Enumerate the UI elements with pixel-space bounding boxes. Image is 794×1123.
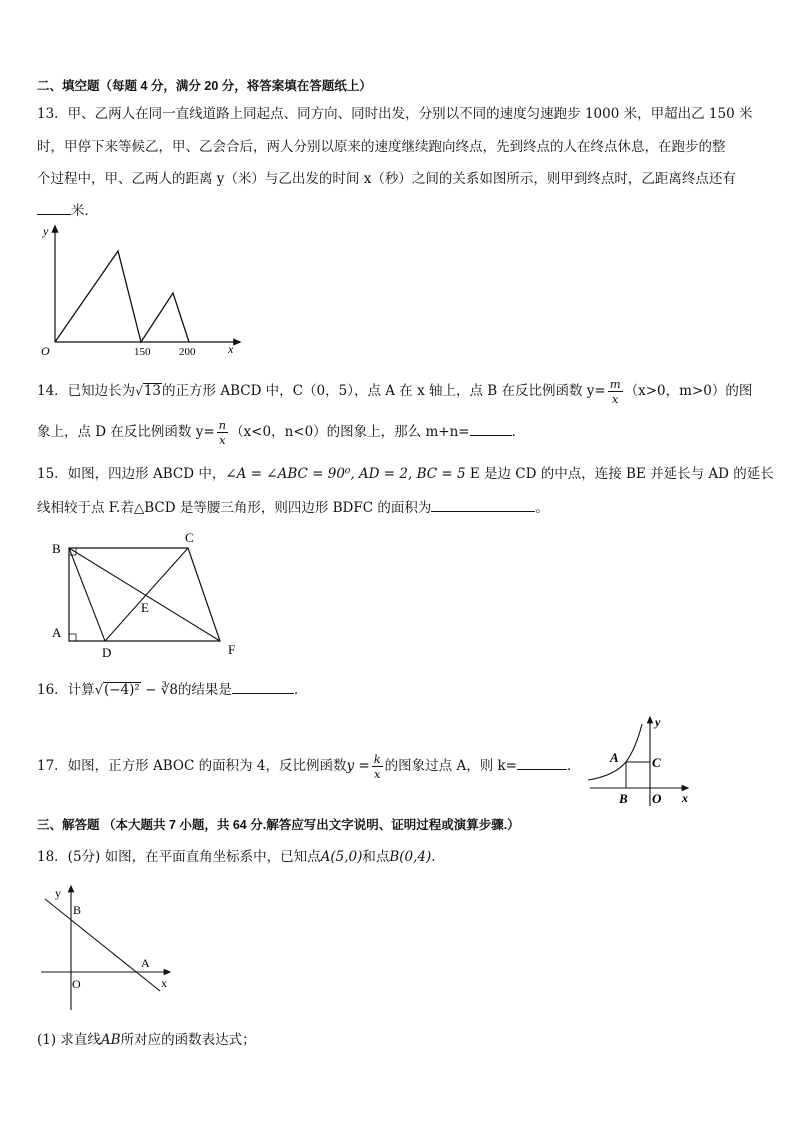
question-13-line-2: 时，甲停下来等候乙，甲、乙会合后，两人分别以原来的速度继续跑向终点，先到终点的人在终点休息，在跑步的整: [37, 139, 726, 155]
q13-distance-time-graph: [38, 222, 248, 362]
question-13-line-1: 13．甲、乙两人在同一直线道路上同起点、同方向、同时出发，分别以不同的速度匀速跑步 1000 米，甲超出乙 150 米: [37, 106, 753, 122]
label-C: C: [652, 755, 661, 770]
question-17: 17．如图，正方形 ABOC 的面积为 4，反比例函数y = $\frac{k}{x}$ 的图象过点 A，则 k= ．: [37, 752, 581, 781]
label-F: F: [228, 642, 236, 657]
label-B: B: [619, 791, 628, 806]
tick-150: 150: [134, 346, 151, 358]
q18-coordinate-figure: [38, 885, 178, 1010]
question-16: 16．计算√(−4)² − ∛8的结果是 ．: [37, 682, 308, 698]
question-18-part-1: (1) 求直线AB所对应的函数表达式；: [37, 1032, 256, 1048]
distance-line: [55, 251, 189, 342]
label-x: x: [682, 791, 688, 805]
answer-blank: [517, 757, 567, 770]
q17-hyperbola-figure: [584, 716, 696, 808]
label-D: D: [102, 645, 112, 660]
label-O: O: [72, 977, 81, 991]
label-O: O: [652, 791, 662, 806]
label-A: A: [610, 750, 619, 765]
label-x: x: [161, 976, 167, 990]
answer-blank: [37, 202, 71, 215]
section-header: 二、填空题（每题 4 分，满分 20 分，将答案填在答题纸上）: [37, 79, 372, 93]
label-E: E: [141, 600, 149, 615]
x-axis-label: x: [228, 342, 234, 356]
section-header-3: 三、解答题 （本大题共 7 小题，共 64 分.解答应写出文字说明、证明过程或演算步骤.）: [37, 818, 520, 832]
question-14-line-2: 象上，点 D 在反比例函数 y= $\frac{n}{x}$ （x<0，n<0）的图象上，那么 m+n= ．: [37, 418, 526, 447]
answer-blank: [232, 681, 294, 694]
question-13-line-3: 个过程中，甲、乙两人的距离 y（米）与乙出发的时间 x（秒）之间的关系如图所示，则甲到终点时，乙距离终点还有: [37, 171, 736, 187]
answer-blank: [470, 423, 512, 436]
label-B: B: [73, 903, 82, 917]
question-14-line-1: 14．已知边长为√13的正方形 ABCD 中，C（0，5），点 A 在 x 轴上，点 B 在反比例函数 y= $\frac{m}{x}$ （x>0，m>0）的图: [37, 377, 753, 406]
y-axis-label: y: [43, 224, 49, 238]
question-13-line-4: 米．: [37, 201, 98, 221]
label-y: y: [55, 886, 61, 900]
answer-blank: [431, 499, 535, 512]
label-C: C: [185, 530, 194, 545]
tick-200: 200: [179, 346, 196, 358]
question-18: 18．(5分) 如图，在平面直角坐标系中，已知点A(5,0)和点B(0,4).: [37, 849, 436, 865]
label-y: y: [655, 715, 661, 729]
label-A: A: [52, 625, 62, 640]
label-A: A: [141, 956, 150, 970]
question-15-line-2: 线相较于点 F.若△BCD 是等腰三角形，则四边形 BDFC 的面积为 。: [37, 500, 549, 516]
label-B: B: [52, 541, 61, 556]
question-15-line-1: 15．如图，四边形 ABCD 中，∠A = ∠ABC = 90⁰, AD = 2, BC = 5 E 是边 CD 的中点，连接 BE 并延长与 AD 的延长: [37, 466, 774, 482]
q15-quadrilateral-figure: [48, 528, 258, 663]
origin-label: O: [41, 344, 50, 358]
